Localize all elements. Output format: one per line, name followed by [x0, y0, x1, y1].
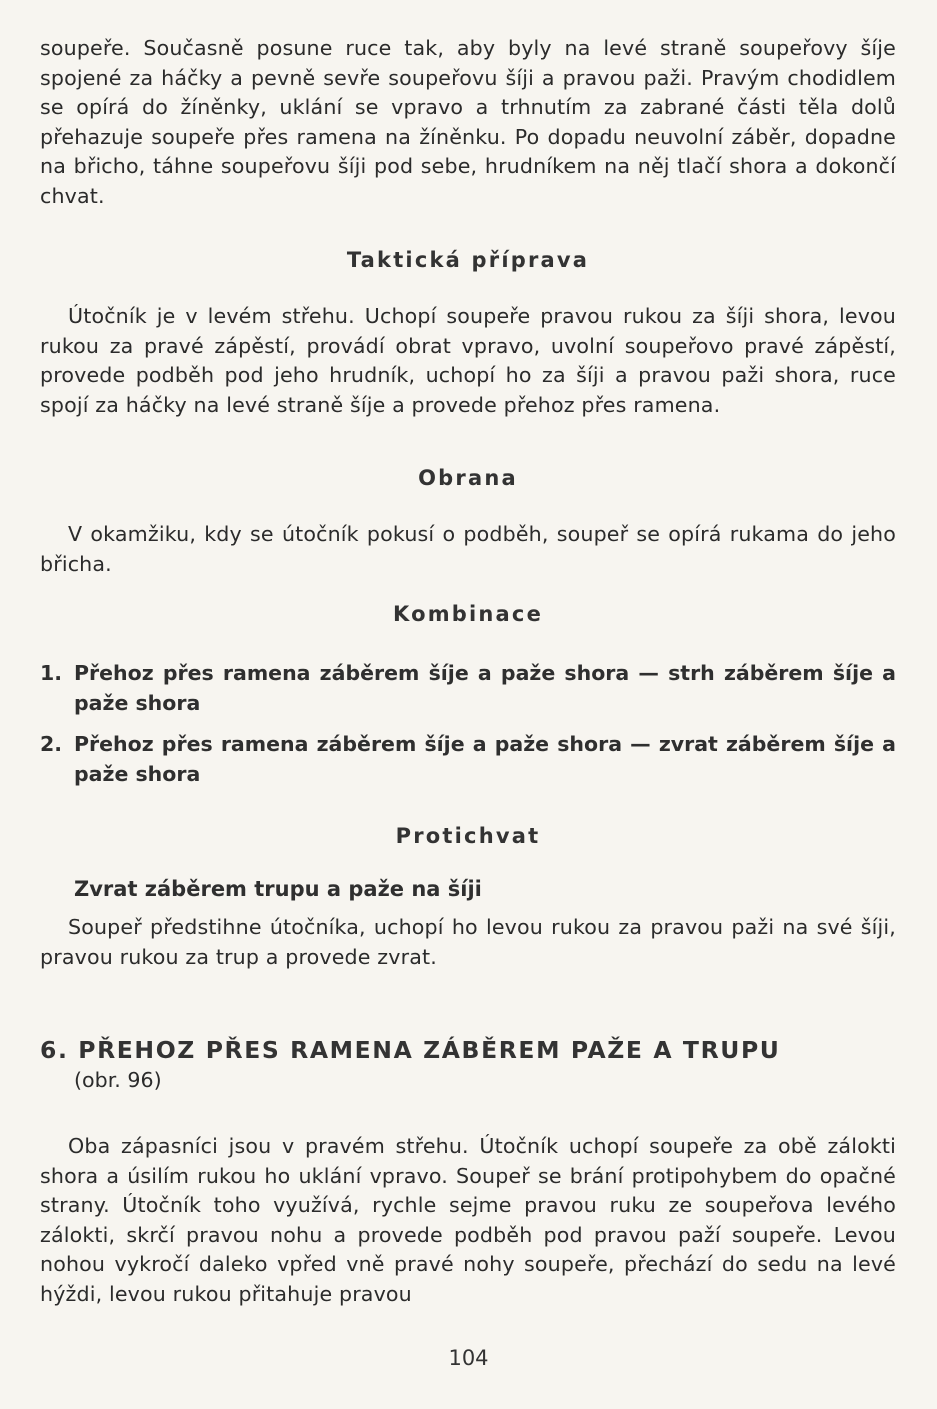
- list-number: 2.: [40, 732, 63, 756]
- heading-counter-technique: Protichvat: [395, 824, 541, 848]
- list-item-text: Přehoz přes ramena záběrem šíje a paže shora — zvrat záběrem šíje a paže shora: [74, 732, 896, 786]
- chapter-text: Oba zápasníci jsou v pravém střehu. Útočník uchopí soupeře za obě zálokti shora a úsilím rukou ho uklání vpravo. Soupeř se brání protipohybem do opačné strany. Útočník toho využívá, rychle sejme pravou ruku ze soupeřova levého zálokti, skrčí pravou nohu a provede podběh pod pravou paží soupeře. Levou nohou vykročí daleko vpřed vně pravé nohy soupeře, přechází do sedu na levé hýždi, levou rukou přitahuje pravou: [40, 1134, 896, 1306]
- heading-tactical-preparation: Taktická příprava: [346, 248, 590, 272]
- tactical-preparation-text: Útočník je v levém střehu. Uchopí soupeře pravou rukou za šíji shora, levou rukou za pravé zápěstí, provádí obrat vpravo, uvolní soupeřovo pravé zápěstí, provede podběh pod jeho hrudník, uchopí ho za šíji a pravou paži shora, ruce spojí za háčky na levé straně šíje a provede přehoz přes ramena.: [40, 304, 896, 417]
- chapter-title: 6. PŘEHOZ PŘES RAMENA ZÁBĚREM PAŽE A TRUPU: [40, 1036, 781, 1064]
- intro-paragraph: soupeře. Současně posune ruce tak, aby byly na levé straně soupeřovy šíje spojené za háčky a pevně sevře soupeřovu šíji a pravou paži. Pravým chodidlem se opírá do žíněnky, uklání se vpravo a trhnutím za zabrané části těla dolů přehazuje soupeře přes ramena na žíněnku. Po dopadu neuvolní záběr, dopadne na břicho, táhne soupeřovu šíji pod sebe, hrudníkem na něj tlačí shora a dokončí chvat.: [40, 36, 896, 208]
- combination-item-2: [40, 729, 896, 789]
- heading-defense: Obrana: [418, 466, 518, 490]
- counter-technique-subheading: Zvrat záběrem trupu a paže na šíji: [74, 877, 482, 901]
- list-item-text: Přehoz přes ramena záběrem šíje a paže shora — strh záběrem šíje a paže shora: [74, 661, 896, 715]
- list-number: 1.: [40, 661, 63, 685]
- page-number: 104: [448, 1346, 489, 1370]
- heading-combination: Kombinace: [392, 602, 544, 626]
- counter-technique-text: Soupeř předstihne útočníka, uchopí ho levou rukou za pravou paži na své šíji, pravou rukou za trup a provede zvrat.: [40, 915, 896, 969]
- figure-reference: (obr. 96): [74, 1068, 162, 1092]
- defense-text: V okamžiku, kdy se útočník pokusí o podběh, soupeř se opírá rukama do jeho břicha.: [40, 522, 896, 576]
- combination-item-1: [40, 658, 896, 718]
